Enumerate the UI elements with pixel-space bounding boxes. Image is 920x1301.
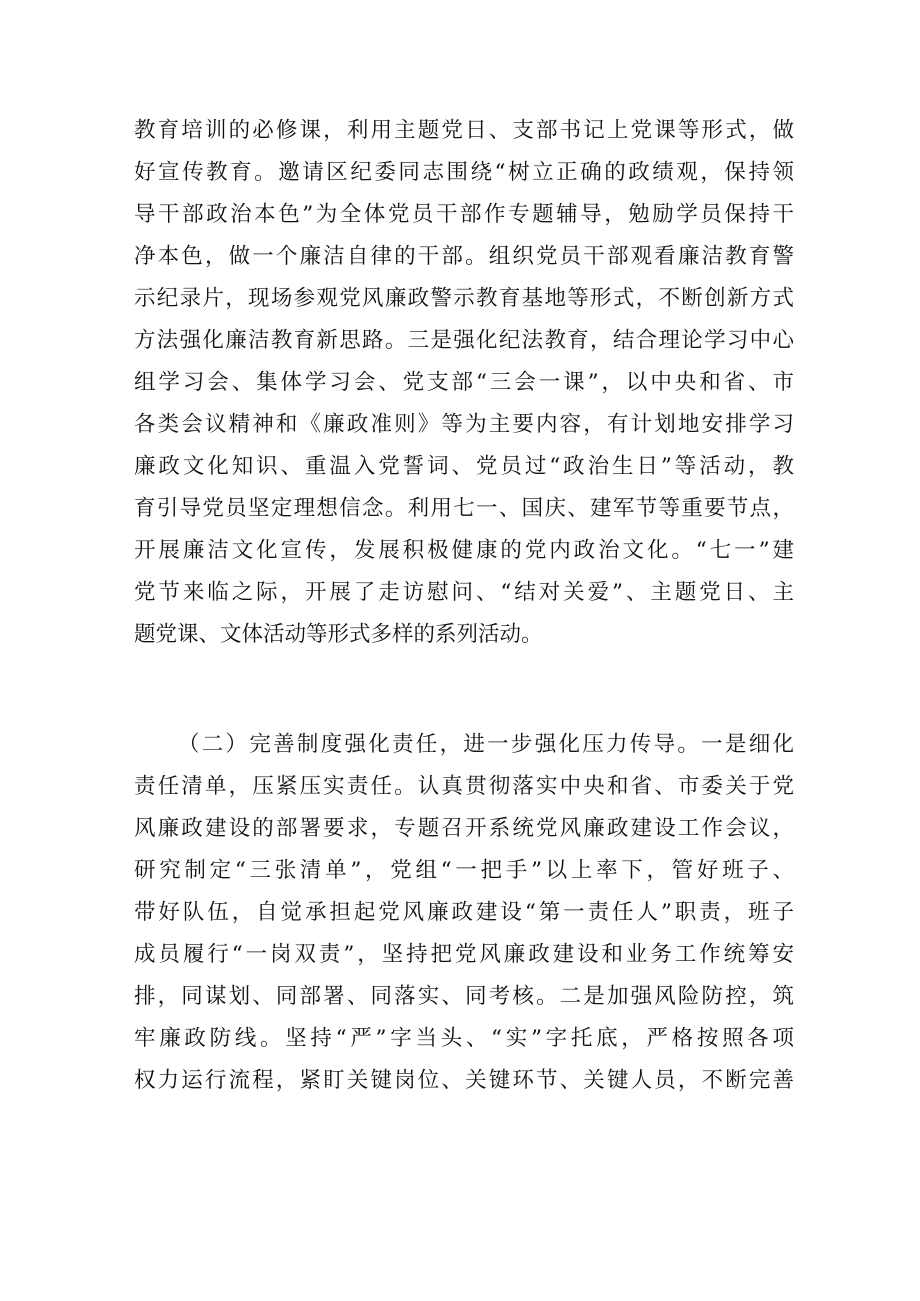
paragraph-line: 研究制定“三张清单”，党组“一把手”以上率下，管好班子、 bbox=[134, 858, 794, 883]
paragraph-line: 好宣传教育。邀请区纪委同志围绕“树立正确的政绩观，保持领 bbox=[134, 160, 794, 185]
paragraph-line: 成员履行“一岗双责”，坚持把党风廉政建设和业务工作统筹安 bbox=[134, 942, 794, 967]
paragraph-line: 风廉政建设的部署要求，专题召开系统党风廉政建设工作会议， bbox=[134, 816, 794, 841]
paragraph-line: 育引导党员坚定理想信念。利用七一、国庆、建军节等重要节点， bbox=[134, 496, 794, 521]
paragraph-1 bbox=[134, 110, 794, 656]
paragraph-line: 廉政文化知识、重温入党誓词、党员过“政治生日”等活动，教 bbox=[134, 454, 794, 479]
paragraph-line: 排，同谋划、同部署、同落实、同考核。二是加强风险防控，筑 bbox=[134, 984, 794, 1009]
paragraph-line: 组学习会、集体学习会、党支部“三会一课”，以中央和省、市 bbox=[134, 370, 794, 395]
paragraph-line: 方法强化廉洁教育新思路。三是强化纪法教育，结合理论学习中心 bbox=[134, 328, 794, 353]
paragraph-line: 牢廉政防线。坚持“严”字当头、“实”字托底，严格按照各项 bbox=[134, 1026, 794, 1051]
paragraph-line: 导干部政治本色”为全体党员干部作专题辅导，勉励学员保持干 bbox=[134, 202, 794, 227]
paragraph-line: 党节来临之际，开展了走访慰问、“结对关爱”、主题党日、主 bbox=[134, 580, 794, 605]
paragraph-line: 教育培训的必修课，利用主题党日、支部书记上党课等形式，做 bbox=[134, 118, 794, 143]
paragraph-line: 权力运行流程，紧盯关键岗位、关键环节、关键人员，不断完善 bbox=[134, 1068, 794, 1093]
paragraph-line: 开展廉洁文化宣传，发展积极健康的党内政治文化。“七一”建 bbox=[134, 538, 794, 563]
paragraph-line: （二）完善制度强化责任，进一步强化压力传导。一是细化 bbox=[178, 732, 794, 757]
paragraph-line: 带好队伍，自觉承担起党风廉政建设“第一责任人”职责，班子 bbox=[134, 900, 794, 925]
paragraph-line: 净本色，做一个廉洁自律的干部。组织党员干部观看廉洁教育警 bbox=[134, 244, 794, 269]
paragraph-line: 各类会议精神和《廉政准则》等为主要内容，有计划地安排学习 bbox=[134, 412, 794, 437]
paragraph-line: 示纪录片，现场参观党风廉政警示教育基地等形式，不断创新方式 bbox=[134, 286, 794, 311]
paragraph-line: 题党课、文体活动等形式多样的系列活动。 bbox=[134, 622, 543, 647]
paragraph-line: 责任清单，压紧压实责任。认真贯彻落实中央和省、市委关于党 bbox=[134, 774, 794, 799]
paragraph-2 bbox=[134, 724, 794, 1102]
